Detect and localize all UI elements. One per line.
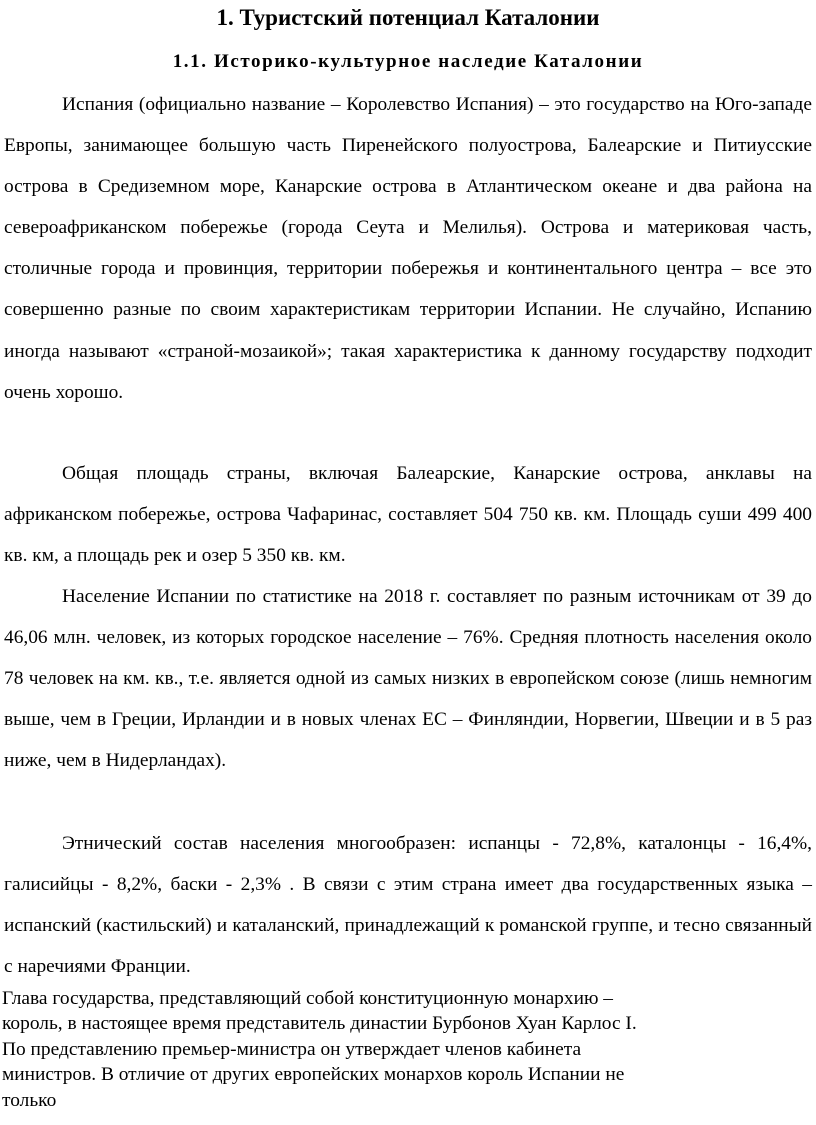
paragraph-area: Общая площадь страны, включая Балеарские, Канарские острова, анклавы на африканском побережье, острова Чафаринас, составляет 504 750 кв. км. Площадь суши 499 400 кв. км, а площадь рек и озер 5 350 кв. км. — [4, 463, 812, 567]
text-line: король, в настоящее время представитель династии Бурбонов Хуан Карлос I. — [2, 1013, 637, 1035]
section-subtitle: 1.1. Историко-культурное наследие Каталонии — [172, 51, 644, 72]
paragraph-intro: Испания (официально название – Королевство Испания) – это государство на Юго-западе Европы, занимающее большую часть Пиренейского полуострова, Балеарские и Питиусские острова в Средиземном море, Канарские острова в Атлантическом океане и два района на североафриканском побережье (города Сеута и Мелилья). Острова и материковая часть, столичные города и провинция, территории побережья и континентального центра – все это совершенно разные по своим характеристикам территории Испании. Не случайно, Испанию иногда называют «страной-мозаикой»; такая характеристика к данному государству подходит очень хорошо. — [4, 94, 812, 403]
page-title: 1. Туристский потенциал Каталонии — [216, 5, 600, 30]
text-line: министров. В отличие от других европейских монархов король Испании не — [2, 1064, 625, 1086]
text-line: Глава государства, представляющий собой конституционную монархию – — [2, 988, 613, 1009]
text-line: По представлению премьер-министра он утверждает членов кабинета — [2, 1038, 582, 1060]
paragraph-ethnic: Этнический состав населения многообразен: испанцы - 72,8%, каталонцы - 16,4%, галисийцы - 8,2%, баски - 2,3% . В связи с этим страна имеет два государственных языка – испанский (кастильский) и каталанский, принадлежащий к романской группе, и тесно связанный с наречиями Франции. — [4, 833, 812, 978]
text-line: только — [2, 1089, 57, 1111]
paragraph-population: Население Испании по статистике на 2018 г. составляет по разным источникам от 39 до 46,06 млн. человек, из которых городское население – 76%. Средняя плотность населения около 78 человек на км. кв., т.е. является одной из самых низких в европейском союзе (лишь немногим выше, чем в Греции, Ирландии и в новых членах ЕС – Финляндии, Норвегии, Швеции и в 5 раз ниже, чем в Нидерландах). — [4, 586, 812, 772]
paragraph-head-of-state — [2, 986, 814, 1113]
